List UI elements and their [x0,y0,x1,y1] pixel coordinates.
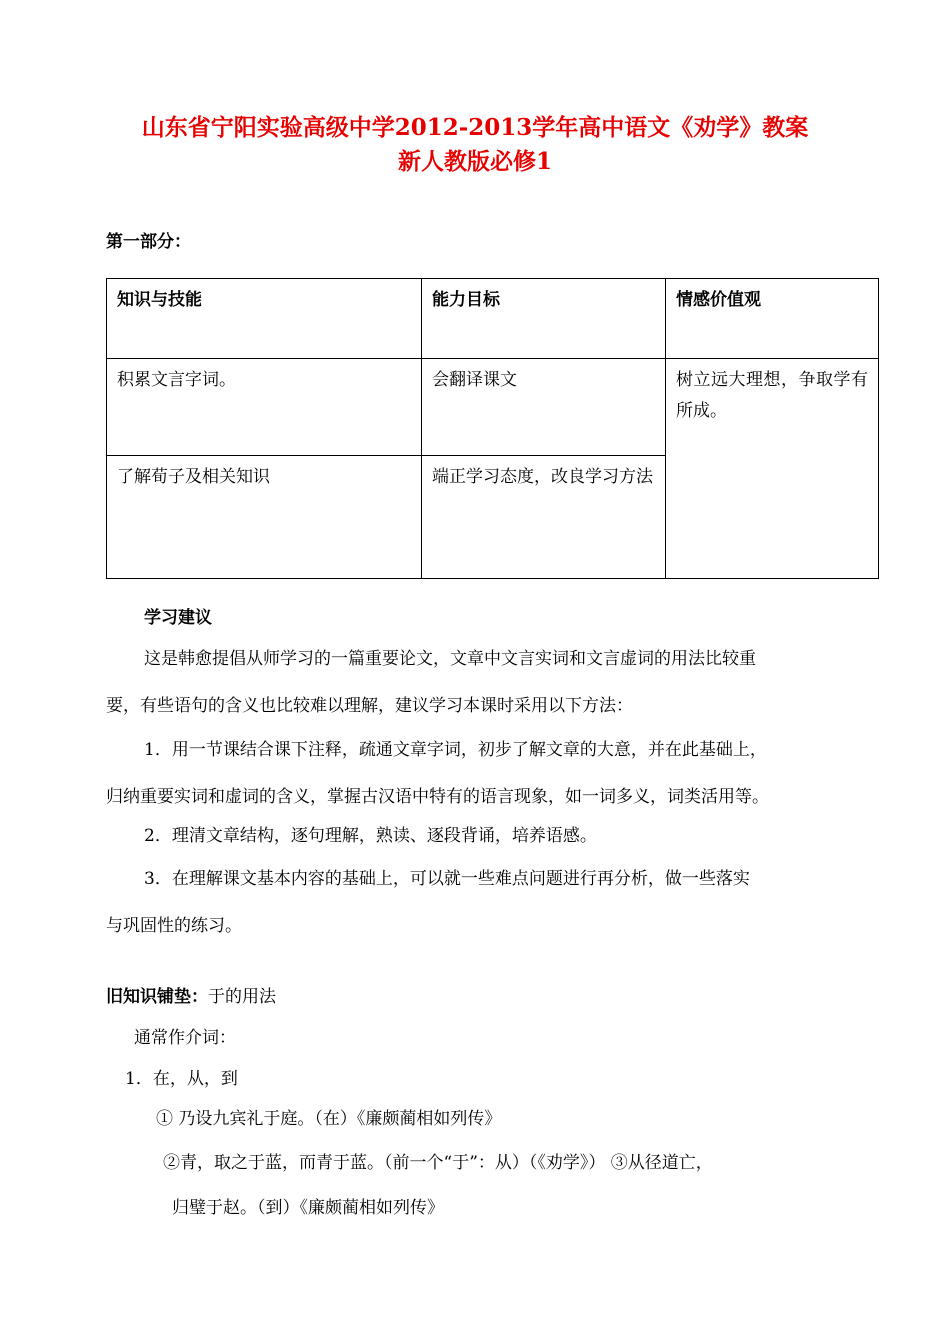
goals-table [106,278,879,579]
cell-ability-2: 端正学习态度，改良学习方法 [422,456,666,579]
example-2: ②青，取之于蓝，而青于蓝。（前一个“于”：从）（《劝学》） ③从径道亡， [163,1153,713,1173]
advice-item2: 2．理清文章结构，逐句理解，熟读、逐段背诵，培养语感。 [144,826,597,846]
document-title-line1: 山东省宁阳实验高级中学2012-2013学年高中语文《劝学》教案 [141,114,809,141]
header-emotional-values: 情感价值观 [666,279,879,359]
header-ability-goals: 能力目标 [422,279,666,359]
usage-note: 通常作介词： [134,1028,236,1048]
part-one-heading: 第一部分： [106,232,191,252]
cell-knowledge-1: 积累文言字词。 [107,359,422,456]
study-advice-heading: 学习建议 [144,608,212,628]
sense-1: 1．在，从，到 [125,1069,238,1089]
old-knowledge-topic: 于的用法 [208,987,276,1007]
old-knowledge-label: 旧知识铺垫： [106,987,208,1007]
cell-ability-1: 会翻译课文 [422,359,666,456]
cell-knowledge-2: 了解荀子及相关知识 [107,456,422,579]
table-header-row [107,279,879,359]
advice-item3-line2: 与巩固性的练习。 [106,916,242,936]
advice-intro-line2: 要，有些语句的含义也比较难以理解，建议学习本课时采用以下方法： [106,696,633,716]
example-1: ① 乃设九宾礼于庭。（在）《廉颇蔺相如列传》 [156,1109,502,1129]
document-title-line2: 新人教版必修1 [397,148,552,175]
example-3: 归璧于赵。（到）《廉颇蔺相如列传》 [172,1198,444,1218]
old-knowledge-line [106,986,276,1008]
advice-item1-line1: 1．用一节课结合课下注释，疏通文章字词，初步了解文章的大意，并在此基础上， [144,740,767,760]
advice-item1-line2: 归纳重要实词和虚词的含义，掌握古汉语中特有的语言现象，如一词多义，词类活用等。 [106,787,769,807]
table-row [107,359,879,456]
cell-emotion: 树立远大理想，争取学有所成。 [666,359,879,579]
advice-intro-line1: 这是韩愈提倡从师学习的一篇重要论文，文章中文言实词和文言虚词的用法比较重 [144,649,756,669]
header-knowledge-skills: 知识与技能 [107,279,422,359]
advice-item3-line1: 3．在理解课文基本内容的基础上，可以就一些难点问题进行再分析，做一些落实 [144,869,750,889]
